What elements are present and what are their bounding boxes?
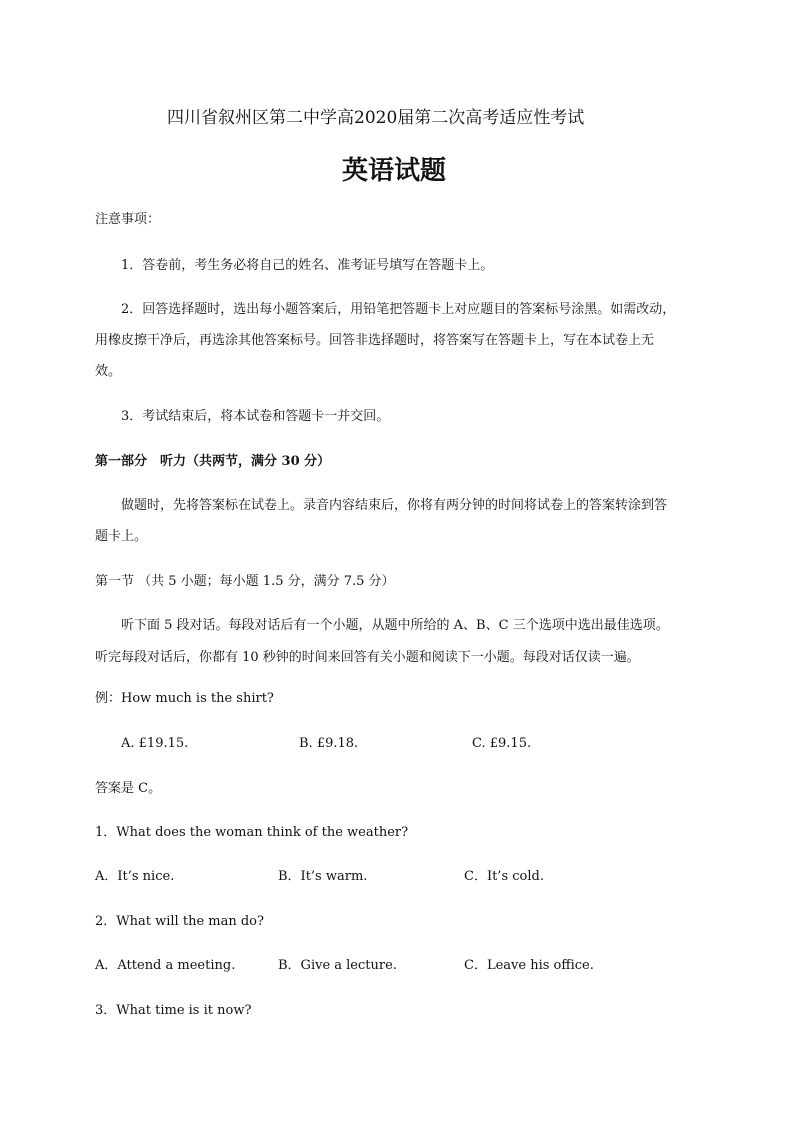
notice-item-2-line-2: 用橡皮擦干净后，再选涂其他答案标号。回答非选择题时，将答案写在答题卡上，写在本试卷上无 bbox=[95, 333, 655, 348]
exam-title: 四川省叙州区第二中学高2020届第二次高考适应性考试 bbox=[167, 108, 585, 128]
question-1-option-c: C．It’s cold. bbox=[464, 869, 544, 884]
part1-instruction-line-1: 做题时，先将答案标在试卷上。录音内容结束后，你将有两分钟的时间将试卷上的答案转涂到答 bbox=[121, 498, 668, 513]
example-question: 例：How much is the shirt? bbox=[95, 691, 274, 706]
example-option-a: A. £19.15. bbox=[121, 736, 189, 751]
example-option-c: C. £9.15. bbox=[472, 736, 532, 751]
question-2-option-b: B．Give a lecture. bbox=[278, 958, 397, 973]
notice-heading: 注意事项： bbox=[95, 212, 161, 227]
question-3: 3．What time is it now? bbox=[95, 1003, 252, 1018]
part1-heading: 第一部分 听力（共两节，满分 30 分） bbox=[95, 454, 331, 469]
notice-item-2-line-3: 效。 bbox=[95, 364, 122, 379]
question-1-option-a: A．It’s nice. bbox=[95, 869, 175, 884]
section1-instruction-line-1: 听下面 5 段对话。每段对话后有一个小题，从题中所给的 A、B、C 三个选项中选出最佳选项。 bbox=[121, 618, 669, 633]
question-2-option-a: A．Attend a meeting. bbox=[95, 958, 236, 973]
part1-instruction-line-2: 题卡上。 bbox=[95, 529, 148, 544]
question-1: 1．What does the woman think of the weather? bbox=[95, 825, 409, 840]
example-answer: 答案是 C。 bbox=[95, 781, 162, 796]
section1-instruction-line-2: 听完每段对话后，你都有 10 秒钟的时间来回答有关小题和阅读下一小题。每段对话仅读一遍。 bbox=[95, 650, 640, 665]
section1-heading: 第一节 （共 5 小题；每小题 1.5 分，满分 7.5 分） bbox=[95, 574, 395, 589]
exam-subtitle: 英语试题 bbox=[342, 156, 447, 186]
question-2: 2．What will the man do? bbox=[95, 914, 264, 929]
notice-item-1: 1．答卷前，考生务必将自己的姓名、准考证号填写在答题卡上。 bbox=[121, 258, 494, 273]
notice-item-3: 3．考试结束后，将本试卷和答题卡一并交回。 bbox=[121, 409, 390, 424]
question-1-option-b: B．It’s warm. bbox=[278, 869, 368, 884]
example-option-b: B. £9.18. bbox=[299, 736, 359, 751]
notice-item-2-line-1: 2．回答选择题时，选出每小题答案后，用铅笔把答题卡上对应题目的答案标号涂黑。如需改动， bbox=[121, 302, 676, 317]
question-2-option-c: C．Leave his office. bbox=[464, 958, 594, 973]
